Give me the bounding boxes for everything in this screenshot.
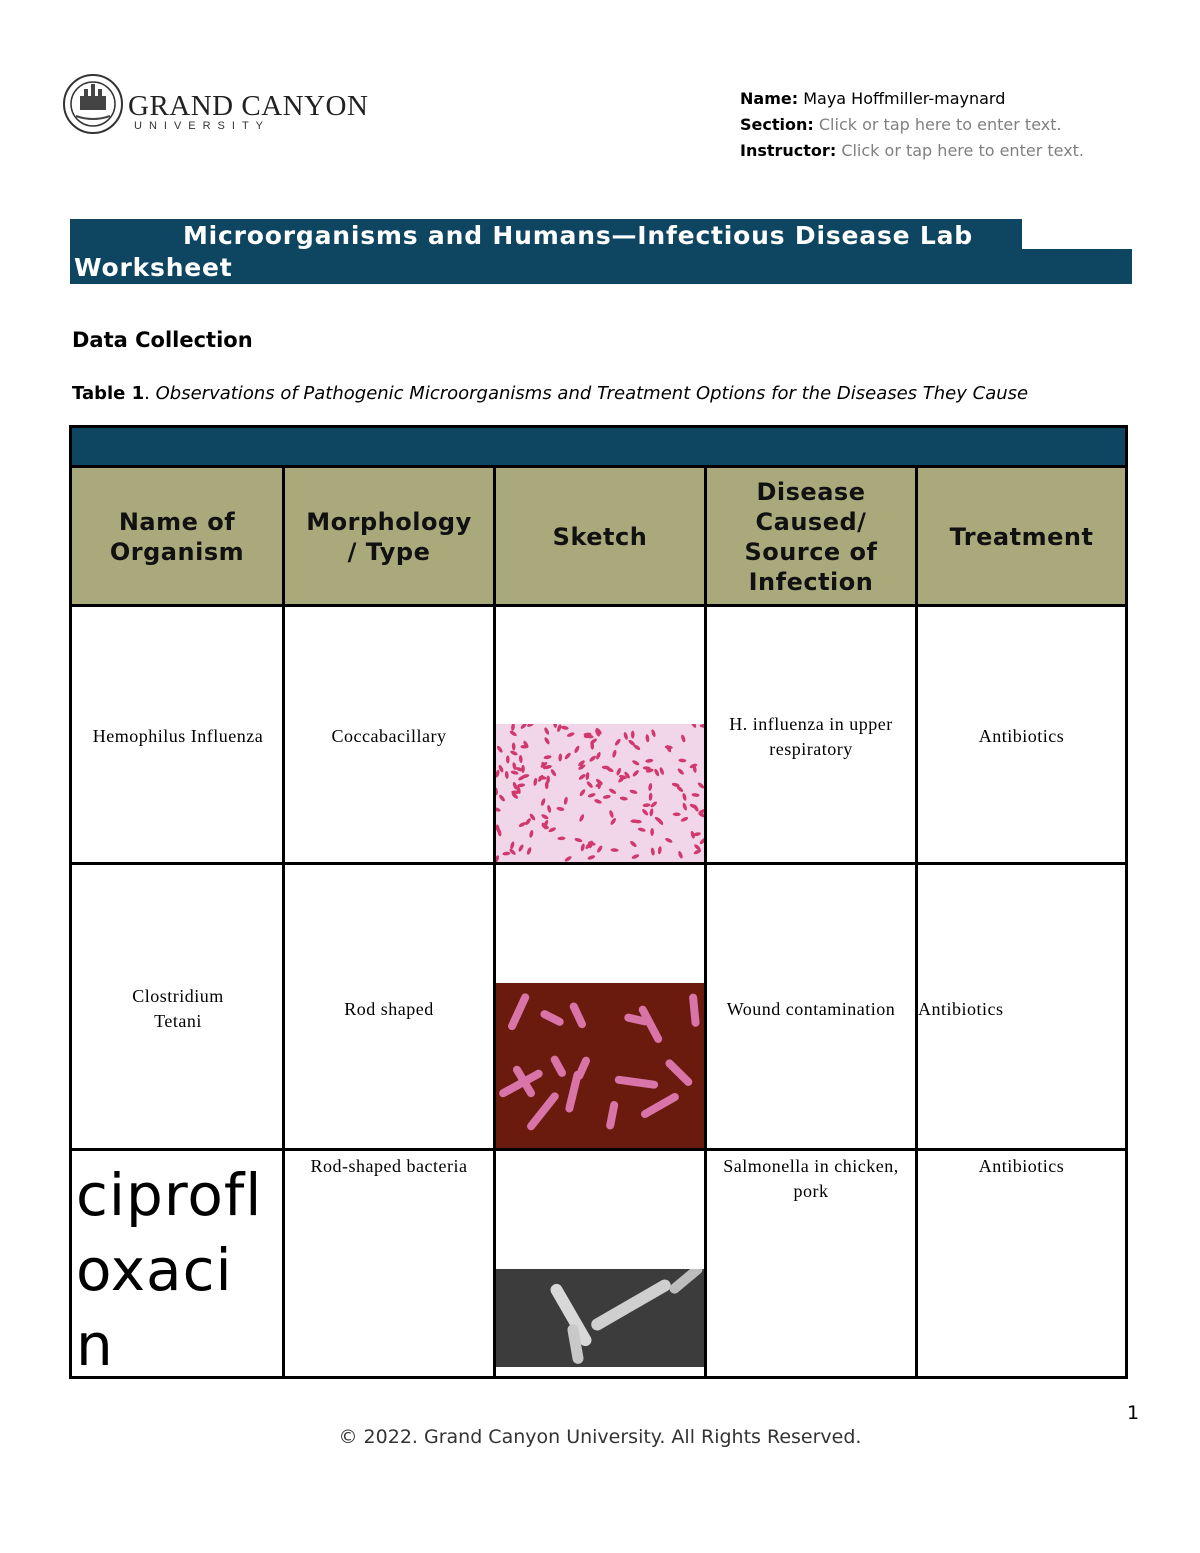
cell-dot	[580, 843, 585, 852]
cell-dot	[526, 847, 532, 856]
cell-dot	[541, 813, 550, 820]
cell-dot	[629, 789, 638, 795]
name-field[interactable]: Maya Hoffmiller-maynard	[803, 89, 1006, 108]
cell-dot	[529, 830, 534, 839]
cell-dot	[650, 828, 654, 836]
instructor-label: Instructor:	[740, 141, 837, 160]
row1-disease[interactable]: H. influenza in upper respiratory	[729, 714, 893, 759]
cell-dot	[587, 854, 596, 860]
cell-dot	[543, 727, 550, 736]
cell-dot	[588, 755, 596, 763]
cell-dot	[547, 805, 552, 814]
cell-dot	[563, 796, 568, 805]
title-line-1: Microorganisms and Humans—Infectious Disease Lab	[183, 221, 973, 250]
cell-dot	[691, 793, 699, 797]
rod-cell	[507, 992, 531, 1031]
rod-cell	[689, 993, 700, 1027]
cell-dot	[631, 759, 640, 766]
instructor-field[interactable]: Click or tap here to enter text.	[841, 141, 1085, 160]
cell-dot	[632, 769, 640, 777]
cell-dot	[550, 768, 557, 777]
cell-dot	[505, 771, 509, 779]
cell-dot	[631, 853, 640, 859]
cell-dot	[603, 794, 612, 799]
cell-dot	[540, 798, 546, 807]
cell-dot	[521, 765, 525, 773]
cell-dot	[631, 731, 635, 739]
row3-sketch-image	[496, 1269, 704, 1367]
cell-dot	[556, 724, 562, 732]
row2-morphology[interactable]: Rod shaped	[344, 999, 434, 1019]
table-caption: Table 1. Observations of Pathogenic Microorganisms and Treatment Options for the Diseases They Cause	[72, 383, 1029, 404]
rod-cell	[565, 1070, 583, 1113]
cell-dot	[585, 772, 590, 780]
cell-dot	[642, 803, 650, 807]
row2-treatment[interactable]: Antibiotics	[918, 999, 1004, 1019]
cell-dot	[553, 724, 558, 728]
cell-dot	[520, 724, 528, 730]
cell-dot	[566, 732, 575, 738]
page-number: 1	[1127, 1402, 1140, 1424]
cell-dot	[648, 783, 653, 791]
cell-dot	[510, 770, 519, 776]
cell-dot	[508, 848, 516, 856]
cell-dot	[690, 724, 697, 729]
rod-cell	[589, 1277, 673, 1332]
cell-dot	[650, 847, 655, 855]
name-line	[740, 86, 1084, 112]
cell-dot	[680, 734, 686, 743]
cell-dot	[502, 851, 510, 855]
cell-dot	[645, 758, 653, 763]
header-name-of-organism: Name of Organism	[72, 468, 285, 605]
cell-dot	[673, 812, 681, 816]
cell-dot	[558, 753, 562, 761]
cell-dot	[608, 810, 614, 819]
cell-dot	[657, 846, 662, 854]
row3-organism[interactable]: ciprofl oxaci n	[76, 1161, 263, 1379]
copyright-footer: © 2022. Grand Canyon University. All Rights Reserved.	[338, 1426, 862, 1448]
cell-dot	[557, 836, 565, 840]
caption-text: Observations of Pathogenic Microorganisms and Treatment Options for the Diseases They Cause	[155, 383, 1029, 404]
row1-morphology[interactable]: Coccabacillary	[331, 726, 447, 746]
cell-dot	[586, 780, 594, 788]
student-info	[740, 86, 1084, 164]
row3-treatment[interactable]: Antibiotics	[978, 1156, 1065, 1176]
cell-dot	[564, 752, 572, 760]
table-top-bar	[72, 428, 1125, 468]
cell-dot	[543, 755, 551, 760]
cell-dot	[510, 841, 516, 850]
cell-dot	[697, 781, 704, 789]
cell-dot	[498, 794, 506, 802]
section-label: Section:	[740, 115, 814, 134]
cell-dot	[526, 724, 535, 728]
section-heading: Data Collection	[72, 328, 253, 352]
cell-dot	[649, 808, 654, 816]
cell-dot	[564, 855, 573, 862]
cell-dot	[519, 755, 523, 763]
cell-dot	[573, 745, 580, 754]
cell-dot	[614, 738, 622, 747]
university-seal-icon	[62, 72, 124, 136]
cell-dot	[506, 755, 510, 763]
cell-dot	[548, 826, 557, 833]
rod-bacteria-micrograph	[496, 983, 704, 1148]
rod-cell	[667, 1269, 704, 1296]
header-treatment: Treatment	[918, 468, 1125, 605]
cell-dot	[594, 798, 603, 804]
cell-dot	[659, 767, 665, 776]
row3-morphology[interactable]: Rod-shaped bacteria	[310, 1156, 468, 1176]
cell-dot	[680, 816, 689, 823]
cell-dot	[511, 724, 516, 731]
cell-dot	[608, 788, 617, 795]
cell-dot	[517, 844, 524, 853]
cell-dot	[496, 787, 498, 795]
rod-cell	[664, 1058, 694, 1088]
rod-cell	[568, 1001, 587, 1029]
cell-dot	[699, 837, 704, 845]
cell-dot	[556, 806, 565, 811]
cell-dot	[678, 758, 686, 762]
grey-rod-micrograph	[496, 1269, 704, 1367]
observations-table	[69, 425, 1128, 1379]
cell-dot	[512, 742, 516, 750]
logo-wordmark: GRAND CANYON	[128, 90, 369, 122]
cell-dot	[496, 769, 500, 778]
caption-label: Table 1	[72, 383, 145, 404]
cell-dot	[629, 840, 637, 848]
row3-disease[interactable]: Salmonella in chicken, pork	[723, 1156, 899, 1201]
title-banner	[70, 219, 1132, 284]
rod-cell	[614, 1075, 658, 1089]
cell-dot	[510, 750, 519, 757]
cell-dot	[533, 778, 538, 786]
cell-dot	[650, 800, 658, 808]
title-line-2: Worksheet	[74, 253, 233, 282]
instructor-line	[740, 138, 1084, 164]
cell-dot	[616, 767, 622, 776]
cell-dot	[543, 736, 550, 745]
cell-dot	[610, 848, 618, 852]
cell-dot	[496, 855, 500, 862]
rod-cell	[605, 1100, 618, 1130]
cell-dot	[677, 850, 683, 859]
cell-dot	[641, 808, 649, 816]
header-sketch: Sketch	[496, 468, 707, 605]
cell-dot	[579, 788, 587, 797]
cell-dot	[560, 725, 569, 730]
cell-dot	[682, 802, 688, 811]
rod-cell	[639, 1092, 680, 1120]
cell-dot	[509, 730, 518, 737]
cell-dot	[645, 734, 650, 742]
section-field[interactable]: Click or tap here to enter text.	[818, 115, 1062, 134]
row1-sketch-image	[496, 724, 704, 862]
cell-dot	[637, 827, 646, 833]
cell-dot	[524, 817, 532, 826]
row2-organism[interactable]: Clostridium Tetani	[132, 986, 224, 1031]
cell-dot	[664, 837, 673, 844]
row1-organism[interactable]: Hemophilus Influenza	[92, 726, 264, 746]
row1-treatment[interactable]: Antibiotics	[978, 726, 1065, 746]
cell-dot	[609, 817, 617, 826]
row2-sketch-image	[496, 983, 704, 1148]
cell-dot	[620, 796, 628, 801]
cell-dot	[700, 724, 704, 728]
cell-dot	[496, 745, 504, 754]
cell-dot	[651, 729, 657, 738]
cell-dot	[578, 773, 587, 781]
rod-cell	[539, 1009, 565, 1027]
cell-dot	[682, 793, 687, 802]
header-disease: Disease Caused/ Source of Infection	[707, 468, 918, 605]
cell-dot	[653, 768, 660, 777]
logo-subtitle: UNIVERSITY	[134, 120, 271, 132]
row2-disease[interactable]: Wound contamination	[726, 999, 896, 1019]
cell-dot	[518, 821, 527, 828]
rod-cell	[549, 1054, 567, 1078]
section-line	[740, 112, 1084, 138]
header-morphology: Morphology / Type	[285, 468, 496, 605]
name-label: Name:	[740, 89, 799, 108]
cell-dot	[574, 837, 583, 843]
cell-dot	[595, 751, 601, 760]
university-logo	[62, 72, 369, 136]
cell-dot	[612, 749, 618, 758]
cell-dot	[578, 814, 585, 823]
cell-dot	[596, 845, 603, 854]
cell-dot	[677, 767, 685, 775]
cell-dot	[496, 807, 501, 813]
cell-dot	[623, 732, 629, 741]
pink-bacteria-micrograph	[496, 724, 704, 862]
cell-dot	[648, 793, 652, 801]
cell-dot	[587, 792, 596, 798]
